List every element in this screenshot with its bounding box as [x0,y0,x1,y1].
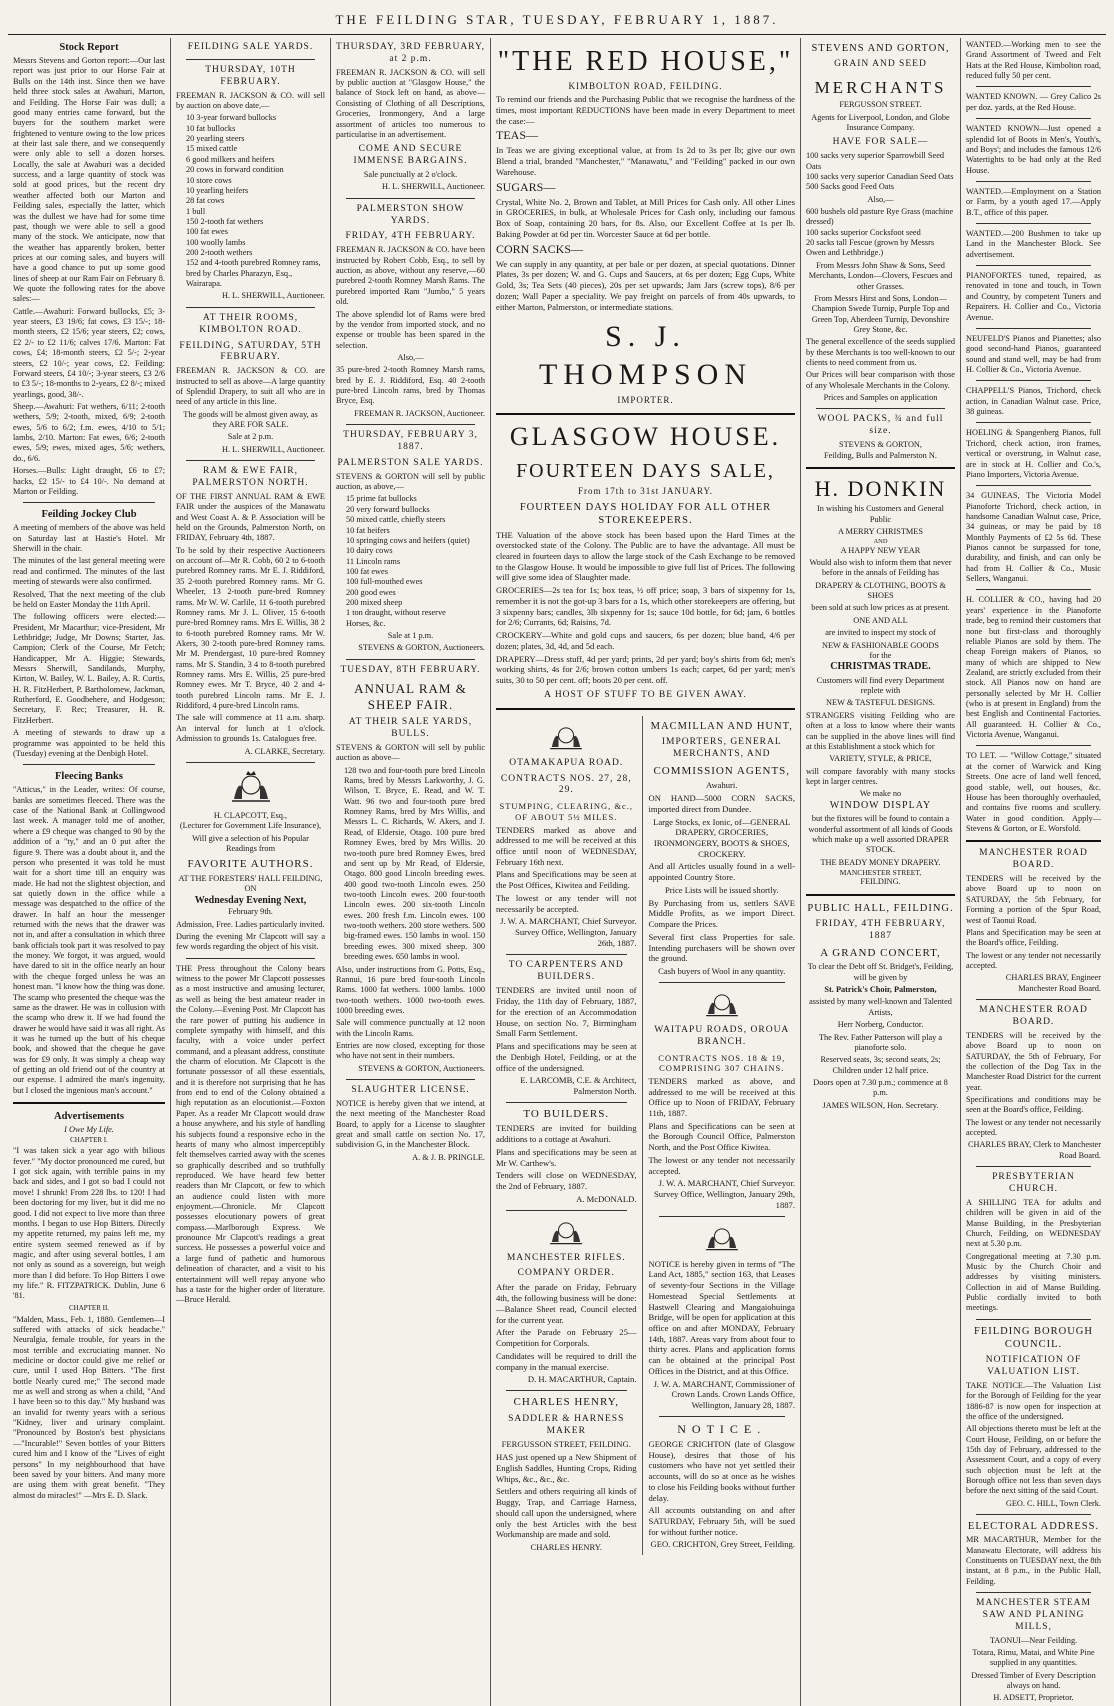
architect-signature: E. LARCOMB, C.E. & Architect, Palmerston North. [520,1075,637,1096]
valuation-list-title: NOTIFICATION OF VALUATION LIST. [985,1355,1082,1377]
macmillan-text: Several first class Properties for sale. Intending purchasers will be shown over the ground. [648,931,795,964]
secretary-signature: A. CLARKE, Secretary. [244,746,325,756]
show-text: FREEMAN R. JACKSON & CO. have been instructed by Robert Cobb, Esq., to sell by auction, as above, without any reserve,—60 purebred 2-tooth Romney Marsh Rams. The purebred imported Ram "Jumbo," 5 years old. [336,245,485,307]
jockey-club-text: A meeting of members of the above was held on Saturday last at Hastie's Hotel. Mr Sherwill in the chair. [13,523,165,554]
saw-mills-location: TAONUI—Near Feilding. [989,1635,1078,1645]
donkin-one-and-all: ONE AND ALL [853,615,908,625]
macmillan-location: Awahuri. [706,780,738,791]
macmillan-text: Large Stocks, ex Ionic, of—GENERAL DRAPERY, GROCERIES, IRONMONGERY, BOOTS & SHOES, CROCKERY. [653,816,791,859]
road-board-text: The lowest or any tender not necessarily accepted. [966,950,1101,970]
otamakapua-contracts: CONTRACTS NOS. 27, 28, 29. [500,773,632,796]
glasgow-house-title: GLASGOW HOUSE. [509,421,782,451]
sale-time: Sale at 1 p.m. [387,631,434,641]
corn-sacks-text: We can supply in any quantity, at per bale or per dozen, at special quotations. Dinner Plates, 3s per dozen; W. and G. Cups and Saucers, at 6s per dozen; Egg Cups, White Gold, 3s; Tea Sets (40 pieces), 20s per set upwards; Jam Jars (screw tops), 8/6 per dozen; Wall Paper a speciality. We pay freight on parcels of from 40s upwards, to either Marton, Palmerston, or intermediate stations. [496,258,795,312]
charles-henry-trade: SADDLER & HARNESS MAKER [508,1413,625,1436]
donkin-variety: VARIETY, STYLE, & PRICE, [829,754,932,764]
auctioneer-signature: H. L. SHERWILL, Auctioneer. [221,444,325,454]
auction-text: Entries are now closed, excepting for those who have not sent in their numbers. [336,1041,485,1061]
saw-mills-text: Totara, Rimu, Matai, and White Pine supplied in any quantities. [972,1648,1095,1668]
glasgow-closing: A HOST OF STUFF TO BE GIVEN AWAY. [544,689,747,700]
glasgow-groceries: GROCERIES—2s tea for 1s; box teas, ½ off price; soap, 3 bars of sixpenny for 1s, remember it is not the got-up 3 bars for a 1s, which other storekeepers are offering, but 3 sixpenny bars; candles, 3lb sixpenny for 1s; sauce 10d bottle, for 6d; jam, 6 bottles for 2/6; Currants, 6d; Raisins, 7d. [496,585,795,628]
road-board-title: MANCHESTER ROAD BOARD. [979,1005,1088,1027]
auctioneer-signature: H. L. SHERWILL, Auctioneer. [221,291,325,301]
glasgow-text: THE Valuation of the above stock has been based upon the Hard Times at the overstocked state of the Colony. The Public are to have the advantage. All must be cleared in fourteen days to allow the large stock of the Cash Exchange to be removed to the Glasgow House. It would be impossible to give full list of Prices. The following will give some idea of Slaughter made. [496,529,795,583]
divider [186,460,315,461]
divider [659,1216,786,1217]
crichton-notice-text: All accounts outstanding on and after SATURDAY, February 5th, will be sued for without further notice. [648,1505,795,1537]
fourteen-days-sale: FOURTEEN DAYS SALE, [516,460,775,483]
royal-crest-icon [544,722,588,752]
sale-date: THURSDAY, 3RD FEBRUARY, at 2 p.m. [336,42,486,64]
auction-intro: STEVENS & GORTON will sell by public auction as above— [336,742,485,763]
donkin-text: but the fixtures will be found to contain a wonderful assortment of all kinds of Goods which make up a well assorted DRAPER STOCK. [808,814,953,855]
royal-crest-icon [700,989,744,1019]
seed-source: From Messrs John Shaw & Sons, Seed Merchants, London—Clovers, Fescues and other Grasses. [808,260,953,291]
auction-list: 128 two and four-tooth pure bred Lincoln Rams, bred by Messrs Larkworthy, J. G. Wilson, T. Bryce, E. Read, and W. T. Watt. 96 two and four-tooth pure bred Romney Rams, bred by Mrs Willis, and Messrs L. C. Richards, W. Akers, and J. Read, of Eldersie, Otago. 100 pure bred Romney Ewes, bred by Mrs Willis. 20 two-tooth pure bred Romney Ewes, bred and sent up by Mr Read, of Eldersie, Otago. 800 good Lincoln breeding ewes. 400 good two-tooth Lincoln ewes. 250 two-tooth Lincoln ewes. 200 four-tooth Lincoln ewes. 200 six-tooth Lincoln ewes. 200 fresh f.m. Lincoln ewes. 100 two-tooth wethers. 200 store wethers. 500 big-framed ewes. 150 lambs in wool. 150 breeding ewes. 300 mixed sheep. 300 breeding ewes. 650 lambs in wool. [344,765,485,962]
wanted-ad: WANTED.—Employment on a Station or Farm, by a youth aged 17.—Apply B.T., office of this paper. [966,186,1101,217]
divider [816,408,945,409]
adv-chapter: CHAPTER II. [68,1303,110,1312]
divider [13,1102,165,1104]
venue: AT THE FORESTERS' HALL FEILDING, ON [178,874,323,894]
piano-ad: H. COLLIER & CO., having had 20 years' experience in the Pianoforte trade, beg to remind their customers that none but first-class and thoroughly reliable Pianos are sold by them. The cheap Foreign makers of Pianos, so many of which are shipped to New Zealand, are strictly excluded from their stock. All Pianos now on hand are personally selected by Mr H. Collier (who is at present in England) from the best English and Continental Factories. All guaranteed. H. Collier & Co., Victoria Avenue, Wanganui. [966,595,1101,740]
divider [186,307,315,308]
macmillan-text: ON HAND—5000 CORN SACKS, imported direct from Dundee. [648,793,795,814]
prices-note: Our Prices will bear comparison with those of any Wholesale Merchants in the Colony. [806,370,955,390]
builders-text: TENDERS are invited for building additions to a cottage at Awahuri. [496,1123,637,1145]
macmillan-title: MACMILLAN AND HUNT, [650,720,793,732]
builders-signature: A. McDONALD. [576,1193,637,1204]
divider [186,762,315,763]
otamakapua-title: OTAMAKAPUA ROAD. [509,757,624,768]
divider [976,1166,1091,1167]
divider [976,265,1091,266]
also-label: Also,— [397,352,424,362]
divider [976,589,1091,590]
jockey-club-text: The minutes of the last general meeting were read and confirmed. The minutes of the last meeting of stewards were also confirmed. [13,556,165,587]
show-text: 35 pure-bred 2-tooth Romney Marsh rams, bred by E. J. Riddiford, Esq. 40 2-tooth pure-bred Lincoln rams, bred by Thomas Bryce, Esq. [336,365,485,406]
charles-henry-street: FERGUSSON STREET, FEILDING. [501,1439,631,1450]
lecturer-role: (Lecturer for Government Life Insurance), [179,821,322,831]
auctioneer-signature: STEVENS & GORTON, Auctioneers. [358,643,485,653]
macmillan-text: Price Lists will be issued shortly. [664,884,779,895]
show-text: The above splendid lot of Rams were bred by the vendor from imported stock, and no expense or trouble has been spared in the selection. [336,309,485,350]
borough-council-text: TAKE NOTICE.—The Valuation List for the Borough of Feilding for the year 1886-87 is now open for inspection at the office of the undersigned. [966,1380,1101,1421]
divider [23,502,155,503]
macmillan-text: And all Articles usually found in a well-appointed Country Store. [648,861,795,883]
builders-text: Plans and specifications may be seen at Mr W. Carthew's. [496,1146,637,1168]
divider [976,1592,1091,1593]
divider [346,424,475,425]
slaughter-license-text: NOTICE is hereby given that we intend, at the next meeting of the Manchester Road Board, to apply for a License to slaughter great and small cattle on section No. 17, subdivision G, in the Manchester Block. [336,1098,485,1150]
divider [23,764,155,765]
waitapu-text: Plans and Specifications can be seen at the Borough Council Office, Palmerston North, and the Post Office Kiwitea. [648,1120,795,1153]
auction-text: FREEMAN R. JACKSON & CO. will sell by public auction at "Glasgow House," the balance of Stock left on hand, as above—Consisting of Clothing of all Descriptions, Groceries, Ironmongery, And a large assortment of articles too numerous to particularise in an advertisement. [336,67,485,139]
ram-fair-title: RAM & EWE FAIR, PALMERSTON NORTH. [192,466,309,489]
waitapu-contracts: CONTRACTS NOS. 18 & 19, COMPRISING 307 CHAINS. [658,1052,786,1074]
stevens-gorton-title: STEVENS AND GORTON, [811,43,950,54]
divider [976,745,1091,746]
divider [496,708,795,710]
grand-concert: A GRAND CONCERT, [820,946,941,959]
donkin-text: STRANGERS visiting Feilding who are often at a loss to know where their wants can be supplied in the above lines will find at this Establishment a stock which for [806,710,955,751]
jockey-club-text: Resolved, That the next meeting of the club be held on Easter Monday the 11th April. [13,589,165,609]
adv-chapter: CHAPTER I. [70,1135,108,1144]
divider [976,999,1091,1000]
rifles-text: Candidates will be required to drill the company in the manual exercise. [496,1350,637,1372]
engineer-signature: CHARLES BRAY, Engineer Manchester Road Board. [1005,973,1101,993]
waitapu-text: The lowest or any tender not necessarily accepted. [648,1154,795,1176]
donkin-drapery: DRAPERY & CLOTHING, BOOTS & SHOES [815,580,946,601]
divider [506,1210,627,1211]
sale-time: Sale punctually at 2 o'clock. [363,170,458,180]
piano-ad: HOELING & Spangenberg Pianos, full Trichord, check action, iron frames, vertical or overstrung, in Walnut case, are in stock at H. Collier and Co.'s, Piano Importers, Victoria Avenue. [966,428,1101,479]
event-date: February 9th. [228,907,273,917]
piano-ad: PIANOFORTES tuned, repaired, as renovated in tone and touch, in Town and Country, by competent Tuners and Repairers. H. Collier and Co., Victoria Avenue. [966,271,1101,322]
charles-henry-title: CHARLES HENRY, [513,1395,619,1408]
auction-text: Sale will commence punctually at 12 noon with the Lincoln Rams. [336,1018,485,1038]
concert-text: The Rev. Father Patterson will play a pianoforte solo. [818,1032,943,1052]
to-let-ad: TO LET. — "Willow Cottage," situated at the corner of Warwick and King Streets. One acre of land well fenced, good stable, well, out houses, &c. House has been thoroughly overhauled, and contains five rooms and scullery. Water in good condition. Apply—Stevens & Gorton, or E. Worsfold. [966,751,1101,833]
show-date: FRIDAY, 4TH FEBRUARY. [345,231,476,242]
presbyterian-text: A SHILLING TEA for adults and children will be given in aid of the Manse Building, in the Presbyterian Church, Feilding, on WEDNESDAY next at 5.30 p.m. [966,1197,1101,1249]
divider [976,181,1091,182]
waitapu-title: WAITAPU ROADS, OROUA BRANCH. [654,1024,790,1047]
column-3 [331,38,491,1706]
merchants-heading: MERCHANTS [814,78,947,97]
concert-text: To clear the Debt off St. Bridget's, Feilding, will be given by [807,962,954,982]
borough-council-text: All objections thereto must be left at the Court House, Feilding, on or before the 15th day of February, addressed to the Assessment Court, and a copy of every such objection must be left at the Borough office not less than seven days before the next sitting of the said Court. [966,1424,1101,1496]
column-4-right [649,716,796,1555]
town-clerk-signature: GEO. C. HILL, Town Clerk. [1005,1498,1101,1508]
concert-text: assisted by many well-known and Talented Artists, [809,997,952,1017]
macmillan-sub: IMPORTERS, GENERAL MERCHANTS, AND [661,736,782,759]
wanted-ad: WANTED KNOWN. — Grey Calico 2s per doz. yards, at the Red House. [966,92,1101,112]
divider [506,954,627,955]
also-label: Also,— [867,194,894,204]
divider [976,223,1091,224]
divider [346,1079,475,1080]
donkin-text: In wishing his Customers and General Public [817,504,944,524]
slaughter-license-signature: A. & J. B. PRINGLE. [412,1152,485,1162]
rifles-text: After the parade on Friday, February 4th, the following business will be done:—Balance Sheet read, Council elected for the current year. [496,1282,637,1325]
adv-text: "Malden, Mass., Feb. 1, 1880. Gentlemen—I suffered with attacks of sick headache." Neuralgia, female trouble, for years in the most terrible and excruciating manner. No medicine or doctor could give me relief or cure, until I used Hop Bitters. "The first bottle Nearly cured me;" The second made me as well and strong as when a child, "And I have been so to this day." My husband was an invalid for twenty years with a serious "Kidney, liver and urinary complaint. "Pronounced by Boston's best physicians—"Incurable!" Seven bottles of your Bitters cured him and I know of the "Lives of eight persons" In my neighbourhood that have been saved by your bitters. And many more are using them with great benefit. "They almost do miracles!" —Mrs E. D. Slack. [13,1314,165,1500]
show-yards-title: PALMERSTON SHOW YARDS. [356,203,465,226]
auction-list: Also, under instructions from G. Potts, Esq., Rannui, 16 pure bred four-tooth Lincoln Rams. 1000 fat wethers. 1000 lambs. 1000 two-tooth wethers. 1000 two-tooth ewes. 1000 breeding ewes. [336,964,485,1015]
donkin-text: Customers will find every Department replete with [816,675,945,696]
rooms-text: The goods will be almost given away, as they ARE FOR SALE. [183,409,318,430]
divider [346,198,475,199]
saw-mills-text: Dressed Timber of Every Description always on hand. [971,1670,1096,1691]
importer-label: IMPORTER. [617,395,674,406]
readings-text: Will give a selection of his Popular Readings from [192,833,309,853]
sale-date: THURSDAY, FEBRUARY 3, 1887. [343,430,478,452]
ram-fair-text: The sale will commence at 11 a.m. sharp. An interval for lunch at 1 o'clock. Admission to grounds 1s. Catalogues free. [176,713,325,744]
concert-doors: Doors open at 7.30 p.m.; commence at 8 p.m. [813,1077,948,1098]
piano-ad: NEUFELD'S Pianos and Pianettes; also good second-hand Pianos, guaranteed sound and stand well, may be had from H. Collier & Co., Victoria Avenue. [966,333,1101,374]
donkin-text: are invited to inspect my stock of [825,628,936,638]
seed-list: 100 sacks very superior Sparrowbill Seed Oats 100 sacks very superior Canadian Seed Oats 500 Sacks good Feed Oats [806,151,954,192]
sale-yards-title: FEILDING SALE YARDS. [187,42,314,52]
divider [976,118,1091,119]
wanted-ad: WANTED.—200 Bushmen to take up Land in the Manchester Block. See advertisement. [966,229,1101,259]
red-house-address: KIMBOLTON ROAD, FEILDING. [568,81,723,91]
wanted-ad: WANTED.—Working men to see the Grand Assortment of Tweed and Felt Hats at the Red House, Kimbolton road, reduced fully 50 per cent. [966,40,1101,81]
electoral-address-title: ELECTORAL ADDRESS. [967,1521,1100,1533]
readings-note: During the evening Mr Clapcott will say a few words regarding the object of his visit. [176,932,325,952]
commissioner-signature: J. W. A. MARCHANT, Commissioner of Crown Lands. Crown Lands Office, Wellington, January 28, 1887. [653,1378,795,1411]
auctioneer-signature: FREEMAN R. JACKSON, Auctioneer. [354,408,485,418]
proprietor-signature: H. ADSETT, Proprietor. [993,1693,1074,1703]
column-1 [8,38,171,1706]
grain-seed: GRAIN AND SEED [834,59,927,70]
royal-crest-icon [544,1217,588,1247]
presbyterian-text: Congregational meeting at 7.30 p.m. Music by the Church Choir and addresses by visiting ministers. Collection in aid of Manse Building. Public cordially invited to both meetings. [966,1251,1101,1313]
piano-ad: 34 GUINEAS, The Victoria Model Pianoforte Trichord, check action, in handsome Canadian Walnut case, Price, 34 guineas, or may be paid by 18 Monthly Payments of £2 5s 6d. These Pianos cannot be surpassed for tone, durability, and finish, and can only be had from H. Collier & Co., Music Sellers, Wanganui. [966,491,1101,584]
donkin-goods: NEW & FASHIONABLE GOODS [821,640,939,650]
concert-seats: Reserved seats, 3s; second seats, 2s; Children under 12 half price. [820,1055,941,1075]
slaughter-license-title: SLAUGHTER LICENSE. [351,1085,470,1096]
piano-ad: CHAPPELL'S Pianos, Trichord, check action, in Canadian Walnut case. Price, 38 guineas. [966,386,1101,417]
donkin-new-year: A HAPPY NEW YEAR [840,545,921,555]
divider [346,659,475,660]
builders-title: TO BUILDERS. [523,1107,610,1120]
borough-council-title: FEILDING BOROUGH COUNCIL. [974,1325,1093,1350]
columns [8,38,1106,1703]
clerk-signature: CHARLES BRAY, Clerk to Manchester Road Board. [968,1140,1101,1160]
carpenters-title: TO CARPENTERS AND BUILDERS. [508,959,624,982]
divider [976,422,1091,423]
ram-fair-text: OF THE FIRST ANNUAL RAM & EWE FAIR under the auspices of the Manawatu and West Coast A. & P. Association will be held on the Grounds, Palmerston North, on FRIDAY, February 4th, 1887. [176,491,325,543]
teas-text: In Teas we are giving exceptional value, at from 1s 2d to 3s per lb; give our own Blend a trial, branded "Manchester," "Manawatu," and "Feilding" packed in our own Warehouse. [496,145,795,177]
merchants-street: FERGUSSON STREET. [839,100,922,110]
masthead: THE FEILDING STAR, TUESDAY, FEBRUARY 1, 1887. [8,6,1106,35]
samples-note: Prices and Samples on application [823,393,938,403]
road-board-text: TENDERS will be received by the above Board up to noon on SATURDAY, the 5th of February, For the collection of the Dog Tax in the Manchester Road District for the current year. [966,1030,1101,1092]
otamakapua-text: The lowest or any tender will not necessarily be accepted. [496,892,637,914]
divider [186,59,315,60]
column-6 [961,38,1106,1706]
column-4-left [496,716,643,1555]
land-notice-text: NOTICE is hereby given in terms of "The Land Act, 1885," section 163, that Leases of seventy-four Sections in the Village Homestead Special Settlements at Hastwell Clearing and Mangaiohuinga Bridge, will be open for application at this office on and after MONDAY, February 14th, 1887. Areas vary from about four to thirty acres. Plans and application forms can be obtained at the principal Post Offices in the District, and at this Office. [648,1258,795,1376]
road-board-text: Plans and Specification may be seen at the Board's office, Feilding. [966,927,1101,948]
donkin-for: for the [869,650,892,660]
divider [966,840,1101,842]
donkin-window: WINDOW DISPLAY [829,799,932,811]
road-board-title: MANCHESTER ROAD BOARD. [979,848,1088,871]
divider [976,1319,1091,1320]
bulls-yards: AT THEIR SALE YARDS, BULLS. [348,717,473,740]
favorite-authors: FAVORITE AUTHORS. [187,858,314,871]
waitapu-text: TENDERS marked as above, and addressed to me will be received at this Office up to Noon of FRIDAY, February 11th, 1887. [648,1075,795,1118]
royal-crest-icon [226,769,276,805]
jockey-club-title: Feilding Jockey Club [41,509,137,521]
divider [976,1514,1091,1515]
rifles-text: After the Parade on February 25—Competition for Corporals. [496,1327,637,1349]
stock-report-text: Messrs Stevens and Gorton report:—Our last report was just prior to our Horse Fair at Bulls on the 14th inst. Since then we have held three stock sales at Awahuri, Marton, and Feilding. The Horse Fair was dull; a good many entries came forward, but the buyers for the southern market were frightened to venture owing to the low prices at their last sale there, and we consequently were only able to sell a dozen horses. Locally, the sale at Awahuri was a decided success, and a large quantity of stock was sold at good prices, but the recent dry weather affected both our Marton and Feilding sales, especially the latter, which was the dullest we have had for some time past, though we were able to sell a good many of the stock. We anticipate, now that the weather has apparently broken, better prices at our coming sales, and buyers will have a good chance to put up some good lines of sheep at our Ram Fair on February 8. We quote the following rates for the above sales:— [13,56,165,304]
crichton-signature: GEO. CRICHTON, Grey Street, Feilding. [650,1539,795,1550]
otamakapua-text: Plans and Specifications may be seen at the Post Offices, Kiwitea and Feilding. [496,869,637,891]
rooms-text: FREEMAN R. JACKSON & CO. are instructed to sell as above—A large quantity of Splendid Drapery, to suit all who are in need of any article in this line. [176,366,325,407]
donkin-no: We make no [859,789,902,799]
sale-dates: From 17th to 31st JANUARY. [577,486,714,497]
charles-henry-text: HAS just opened up a New Shipment of English Saddles, Hunting Crops, Riding Whips, &c., &c., &c. [496,1452,637,1484]
column-4 [491,38,801,1706]
rooms-title: AT THEIR ROOMS, KIMBOLTON ROAD. [199,312,302,335]
fleecing-banks-text: "Atticus," in the Leader, writes: Of course, banks are sometimes fleeced. There was the case of the National Bank at Collingwood last week. A manager told me of another, where a £9 cheque was changed to 90 by the addition of a "ty," and an 0 put after the figure 9. There was a doubt about it, and the person who presented it was told he must wait for a short time till an enquiry was made. He had not the slightest objection, and sat quietly down in the office while a message was despatched to the office of the drawer. In half an hour the messenger returned with the news that the drawer was not in, and after a consultation in which three bank officials took part it was resolved to pay the money. We forgot, it was argued, would have dared to sit in the office nearly an hour with the cheque forged unless he was an honest man. "I know how the thing was done. The scamp who presented the cheque was the same as the drawer. He was in collusion with the scamp who drew it. If we had found the drawer he would have said it was all right. As it was he turned up the butt of his cheque book, and showed that the cheque he gave was for £9 only. It was simply a cheap way of getting an old friend out of the country at our expense. I admired the man's ingenuity, but I closed the ingenious man's account." [13,785,165,1095]
divider [506,1390,627,1391]
lecturer-name: H. CLAPCOTT, Esq., [213,810,288,820]
stock-report-sheep: Sheep.—Awahuri: Fat wethers, 6/11; 2-tooth wethers, 5/9; 2-tooth, mixed, 6/9; 2-tooth ewes, 5/6 to 6/2; f.m. ewes, 4/10 to 5/1; lambs, 2/10. Marton: Fat ewes, 6/6; 2-tooth ewes, 5/9; ewes, mixed ages, 5/6; wethers, do., 6/6. [13,401,165,463]
crichton-notice-text: GEORGE CRICHTON (late of Glasgow House), desires that those of his customers who have not yet settled their accounts, will do so at once as he wishes to close his Feilding books without further delay. [648,1438,795,1503]
donkin-title: H. DONKIN [814,475,947,501]
stevens-gorton-signature: STEVENS & GORTON, [838,440,922,450]
event-day: Wednesday Evening Next, [194,894,307,906]
fleecing-banks-title: Fleecing Banks [55,771,123,783]
wanted-ad: WANTED KNOWN—Just opened a splendid lot of Boots in Men's, Youth's, and Boys'; and includes the famous 12/6 Watertights to be had only at the Red House. [966,124,1101,175]
teas-heading: TEAS— [496,128,538,143]
rifles-title: MANCHESTER RIFLES. [506,1252,626,1263]
road-board-text: The lowest or any tender not necessarily accepted. [966,1117,1101,1138]
divider [506,1102,627,1103]
auction-intro: STEVENS & GORTON will sell by public auction, as above,— [336,471,485,492]
donkin-christmas: A MERRY CHRISTMES [838,527,923,537]
secretary-signature: JAMES WILSON, Hon. Secretary. [822,1100,939,1110]
adv-subtitle: I Owe My Life. [64,1125,114,1135]
divider [976,380,1091,381]
electoral-address-text: MR MACARTHUR, Member for the Manawatu Electorate, will address his Constituents on TUESDAY next, the 8th instant, at 8 p.m., in the Public Hall, Feilding. [966,1535,1101,1586]
carpenters-text: TENDERS are invited until noon of Friday, the 11th day of February, 1887, for the erection of an Accommodation House, on section No. 7, Birmingham Small Farm Settlement. [496,985,637,1039]
donkin-drapery-name: THE BEADY MONEY DRAPERY. [820,857,941,867]
palmerston-yards-title: PALMERSTON SALE YARDS. [337,457,484,468]
sale-time: Sale at 2 p.m. [227,432,274,442]
insurance-agents: Agents for Liverpool, London, and Globe Insurance Company. [811,112,950,132]
red-house-text: To remind our friends and the Purchasing Public that we recognise the hardness of the times, most important REDUCTIONS have been made in every Department to meet the case:— [496,94,795,126]
concert-date: FRIDAY, 4TH FEBRUARY, 1887 [815,918,946,941]
sale-date: TUESDAY, 8TH FEBRUARY. [340,664,481,675]
road-board-text: TENDERS will be received by the above Board up to noon on SATURDAY, the 5th February, for Forming a portion of the Spur Road, west of Taonui Road. [966,874,1101,925]
auctioneer-signature: STEVENS & GORTON, Auctioneers. [358,1063,485,1073]
seeds-note: The general excellence of the seeds supplied by these Merchants is too well-known to our clients to need comment from us. [806,337,955,368]
macmillan-text: Cash buyers of Wool in any quantity. [658,966,786,977]
divider [806,894,955,896]
column-5 [801,38,961,1706]
donkin-and: AND [873,537,888,545]
charles-henry-signature: CHARLES HENRY. [530,1542,602,1553]
auction-list: 10 3-year forward bullocks 10 fat bullocks 20 yearling steers 15 mixed cattle 6 good milkers and heifers 20 cows in forward condition 10 store cows 10 yearling heifers 28 fat cows 1 bull 150 2-tooth fat wethers 100 fat ewes 100 woolly lambs 200 2-tooth wethers 152 and 4-tooth purebred Romney rams, bred by Charles Pharazyn, Esq., Wairarapa. [186,113,321,289]
advertisements-title: Advertisements [54,1111,124,1123]
have-for-sale: HAVE FOR SALE— [832,137,929,148]
seed-source: From Messrs Hirst and Sons, London—Champion Swede Turnip, Purple Top and Green Top, Aberdeen Turnip, Devonshire Grey Stone, &c. [811,293,950,334]
rooms-date: FEILDING, SATURDAY, 5TH FEBRUARY. [179,340,322,363]
royal-crest-icon [700,1223,744,1253]
divider [659,1416,786,1417]
concert-choir: St. Patrick's Choir, Palmerston, [824,985,937,995]
wool-packs: WOOL PACKS, ¾ and full size. [817,414,944,437]
saw-mills-title: MANCHESTER STEAM SAW AND PLANING MILLS, [976,1598,1091,1632]
carpenters-text: Plans and specifications may be seen at the Denbigh Hotel, Feilding, or at the office of the undersigned. [496,1041,637,1073]
donkin-text: Would also wish to inform them that never before in the annals of Feilding has [809,558,952,578]
donkin-town: FEILDING. [860,877,901,887]
ram-fair-text: To be sold by their respective Auctioneers on account of—Mr R. Cobb, 60 2 to 6-tooth purebred Romney rams. Mr E. J. Riddiford, 35 2-tooth purebred Romney rams. Mr G. Wheeler, 13 2-tooth pure-bred Romney rams. Mr W. W. Carlile, 11 6-tooth purebred Romney rams. Mr J. L. Oliver, 15 6-tooth pure-bred Romney rams. Mrs E. Willis, 38 2 to 6-tooth purebred Romney rams. Mr W. Akers, 30 2-tooth pure-bred Romney rams. Mr M. Prendergast, 10 pure-bred Romney rams. Mr S. Standin, 3 4 to 8-tooth purebred Romney rams. Mrs E. Willis, 25 pure-bred Romney ewes. Mr T. Bryce, 40 2 and 4-tooth purebred Lincoln rams. Mr E. J. Riddiford, 4 pure-bred Lincoln rams. [176,545,325,711]
rifles-order: COMPANY ORDER. [517,1268,615,1279]
auction-list: 15 prime fat bullocks 20 very forward bullocks 50 mixed cattle, chiefly steers 10 fat heifers 10 springing cows and heifers (quiet) 10 dairy cows 11 Lincoln rams 100 fat ewes 100 full-mouthed ewes 200 good ewes 200 mixed sheep 1 ton draught, without reserve Horses, &c. [346,494,470,628]
macmillan-agents: COMMISSION AGENTS, [653,764,791,777]
column-4-split [496,716,795,1555]
glasgow-drapery: DRAPERY—Dress stuff, 4d per yard; prints, 2d per yard; boy's shirts from 6d; men's working shirts, 4s for 2/6; brown cotton umbers 1s each; carpet, 6d per yard; men's suits, 30 to 50 per cent. off; boots 20 per cent. off. [496,653,795,686]
donkin-trade: CHRISTMAS TRADE. [830,661,931,673]
sale-date: THURSDAY, 10TH FEBRUARY. [205,64,296,87]
otamakapua-text: TENDERS marked as above and addressed to me will be received at this office until noon of WEDNESDAY, February 16th next. [496,824,637,867]
holiday-heading: FOURTEEN DAYS HOLIDAY FOR ALL OTHER STOREKEEPERS. [519,502,772,527]
captain-signature: D. H. MACARTHUR, Captain. [527,1374,637,1385]
notice-title: NOTICE. [677,1421,767,1436]
divider [186,958,315,959]
concert-conductor: Herr Norberg, Conductor. [837,1020,924,1030]
adv-text: "I was taken sick a year ago with bilious fever." "My doctor pronounced me cured, but I got sick again, with terrible pains in my back and sides, and I got so bad I could not move! I shrunk! From 228 lbs. to 120! I had been doctoring for my liver, but it did me no good. I did not expect to live more than three months. I began to use Hop Bitters. Directly my appetite returned, my pains left me, my entire system seemed renewed as if by magic, and after using several bottles, I am not only as sound as a sovereign, but weigh more than I did before. To Hop Bitters I owe my life." R. FITZPATRICK. Dublin, June 6 '81. [13,1146,165,1301]
bargains-heading: COME AND SECURE IMMENSE BARGAINS. [353,144,468,167]
public-hall-title: PUBLIC HALL, FEILDING. [807,902,954,914]
donkin-text: been sold at such low prices as at present. [811,603,950,613]
divider [659,982,786,983]
stock-report-horses: Horses.—Bulls: Light draught, £6 to £7; hacks, £2 15/- to £4 10/-. No demand at Marton or Feilding. [13,466,165,496]
column-2 [171,38,331,1706]
divider [976,86,1091,87]
presbyterian-title: PRESBYTERIAN CHURCH. [992,1172,1075,1194]
thompson-name: S. J. THOMPSON [538,320,753,391]
builders-text: Tenders will close on WEDNESDAY, the 2nd of February, 1887. [496,1170,637,1192]
divider [496,413,795,415]
red-house-title: "THE RED HOUSE," [497,46,794,77]
divider [806,467,955,469]
seed-list: 600 bushels old pasture Rye Grass (machine dressed) 100 sacks superior Cocksfoot seed 20 sacks tall Fescue (grown by Messrs Owen and Lethbridge.) [806,207,954,258]
stock-report-title: Stock Report [59,42,119,53]
surveyor-signature: J. W. A. MARCHANT, Chief Surveyor. Survey Office, Wellington, January 26th, 1887. [500,916,637,948]
donkin-text: will compare favorably with many stocks kept in larger centres. [806,766,955,786]
surveyor-signature: J. W. A. MARCHANT, Chief Surveyor. Survey Office, Wellington, January 29th, 1887. [654,1178,795,1210]
jockey-club-text: The following officers were elected:—President, Mr Macarthur; vice-President, Mr Lethbridge; Judge, Mr Downs; Starter, Jas. Campion; Clerk of the Course, Mr Fetch; Handicapper, Mr A. Higgie; Stewards, Messrs Sherwill, Sandilands, Murphy, Kirton, W. Bailey, W. L. Bailey, A. R. Curtis, H. R. FitzHerbert, P. Bartholomew, Jackman, Rutherford, E. Goodbehere, and Hodgeson; Secretary, F. Rec; Treasurer, H. R. FitzHerbert. [13,612,165,725]
jockey-club-text: A meeting of stewards to draw up a programme was appointed to be held this (Tuesday) evening at the Denbigh Hotel. [13,728,165,758]
divider [976,328,1091,329]
press-reviews: THE Press throughout the Colony bears witness to the power Mr Clapcott possesses as a most instructive and amusing lecturer, as well as being the best amateur reader in the Colony.—Evening Post. Mr Clapcott has the rare power of putting his audience in complete sympathy with himself, and this faculty, with a voice under perfect command, and a pleasant address, constitute the charm of elocution. Mr Clapcott is the fortunate possessor of all these essentials, and it is therefore not surprising that he has from end to end of the Colony obtained a high reputation as an elocutionist.—Foxton Paper. As a reader Mr Clapcott would draw a house anywhere, and his style of handling his subjects found a responsive echo in the hearts of many who almost imperceptibly felt themselves carried away with the scenes so graphically described and so truthfully reproduced. We have heard few better readers than Mr Clapcott, or few to which an audience could listen with more enjoyment.—Chronicle. Mr Clapcott possesses elocutionary powers of great compass.—Marlborough Express. We pronounce Mr Clapcott's readings a great success. He possesses a powerful voice and a large fund of pathetic and humorous delineation of character, and a visit to his entertainment will well repay anyone who has a taste for the higher order of literature.—Bruce Herald. [176,963,325,1305]
ram-sheep-fair-title: ANNUAL RAM & SHEEP FAIR. [354,680,467,712]
sugars-heading: SUGARS— [496,179,556,194]
divider [976,485,1091,486]
donkin-street: MANCHESTER STREET, [839,867,922,877]
sugars-text: Crystal, White No. 2, Brown and Tablet, at Mill Prices for Cash only. All other Lines in GROCERIES, in bulk, at Wholesale Prices for Cash only, including our famous Box of Soap, containing 20 bars, for 8s. Also, our Excellent Coffee at 1s per lb. Baking Powder at 6d per tin. Worcester Sauce at 6d per bottle. [496,196,795,239]
stevens-gorton-locations: Feilding, Bulls and Palmerston N. [824,450,937,460]
stock-report-cattle: Cattle.—Awahuri: Forward bullocks, £5; 3-year steers, £3 19/6; fat cows, £3 15/-; 18-month steers, £2 15/6; year steers, £2; cows, £2 2/- to £2 11/6; calves 17/6. Marton: Fat cows, £4; 18-month steers, £2 5/-; 2-year steers, £2 10/-; year cows, £2. Feilding: Forward steers, £4 10/-; 3-year steers, £3 2/6 to £3 5/-; 18-months to 2-years, £2 8/-; mixed yearlings, good, 38/-. [13,306,165,399]
charles-henry-text: Settlers and others requiring all kinds of Buggy, Trap, and Carriage Harness, should call upon the undersigned, where only the best Articles with the best Workmanship are made and sold. [496,1486,637,1540]
donkin-designs: NEW & TASTEFUL DESIGNS. [826,698,935,708]
road-board-text: Specifications and conditions may be seen at the Board's office, Feilding. [966,1094,1101,1115]
corn-sacks-heading: CORN SACKS— [496,241,584,256]
auction-intro: FREEMAN R. JACKSON & CO. will sell by auction on above date,— [176,90,325,110]
otamakapua-works: STUMPING, CLEARING, &c., OF ABOUT 5½ MILES. [499,801,634,822]
macmillan-text: By Purchasing from us, settlers SAVE Middle Profits, as we import Direct. Compare the Prices. [648,897,795,930]
admission-text: Admission, Free. Ladies particularly invited. [176,919,325,929]
auctioneer-signature: H. L. SHERWILL, Auctioneer. [381,182,485,192]
glasgow-crockery: CROCKERY—White and gold cups and saucers, 6s per dozen; blue band, 4/6 per dozen; plates, 3d, 4d, and 5d each. [496,630,795,651]
